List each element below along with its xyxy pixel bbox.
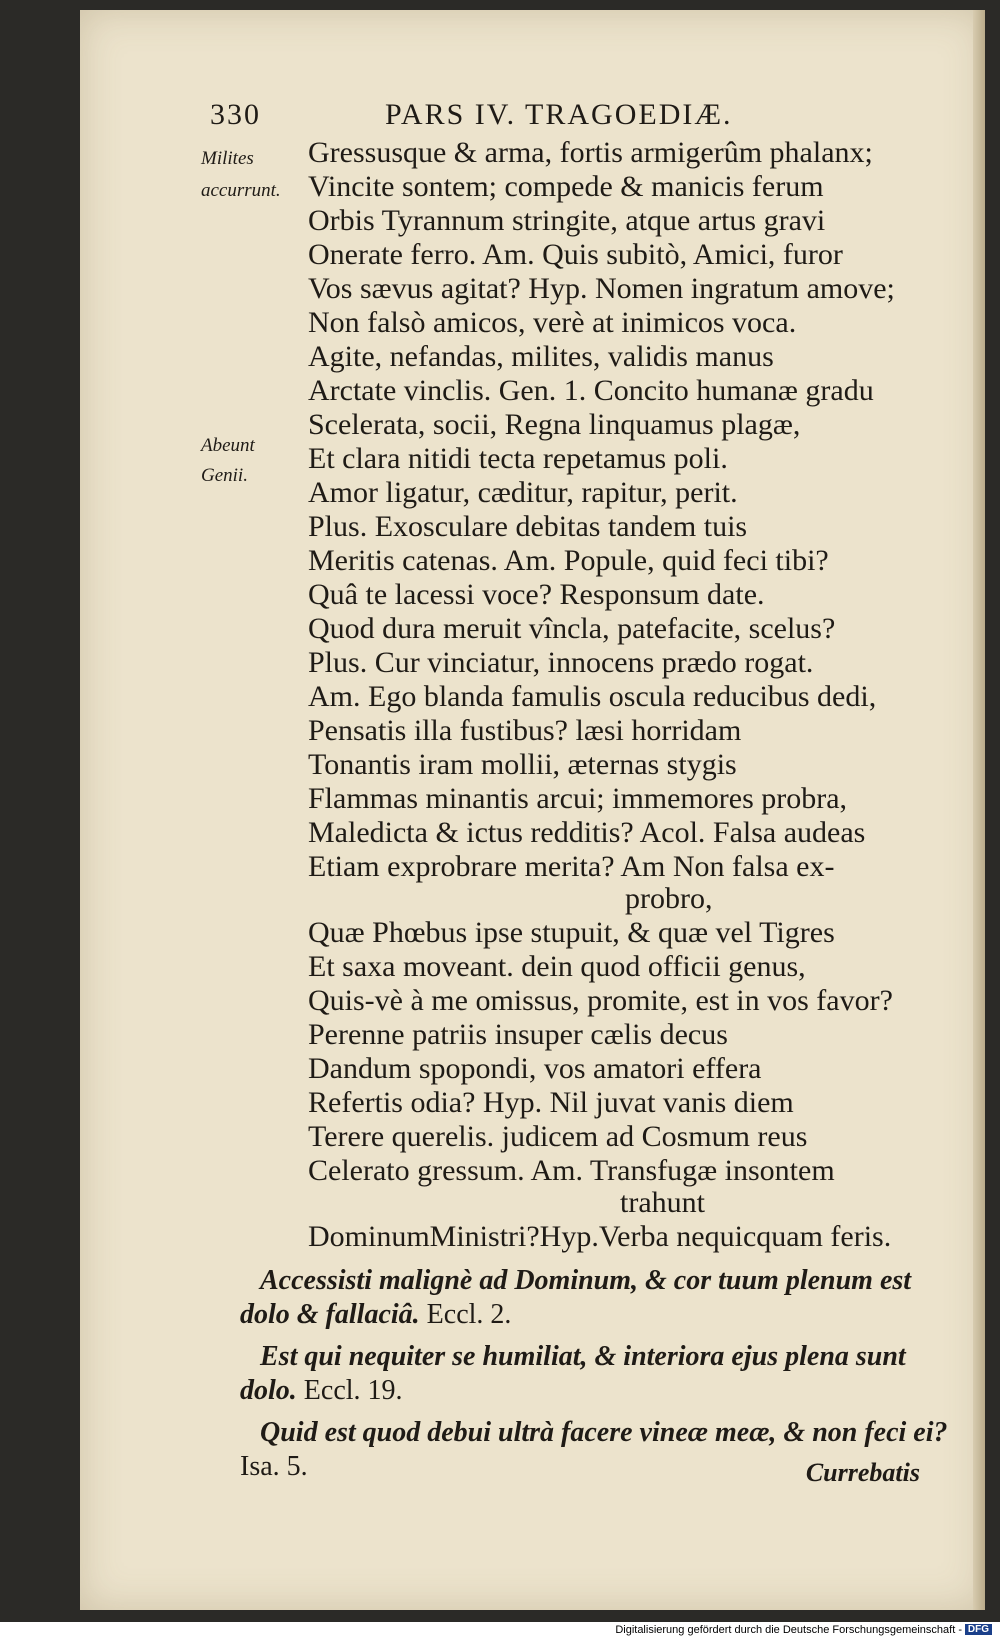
page-spine — [973, 10, 985, 1610]
verse-line: Flammas minantis arcui; immemores probra, — [308, 782, 848, 815]
scripture-note — [260, 1416, 948, 1450]
verse-line: Pensatis illa fustibus? læsi horridam — [308, 714, 742, 747]
dfg-logo: DFG — [965, 1624, 992, 1635]
verse-line: DominumMinistri?Hyp.Verba nequicquam feris. — [308, 1220, 892, 1253]
verse-line: Quæ Phœbus ipse stupuit, & quæ vel Tigres — [308, 916, 835, 949]
verse-line: Terere querelis. judicem ad Cosmum reus — [308, 1120, 808, 1153]
verse-line: Am. Ego blanda famulis oscula reducibus dedi, — [308, 680, 877, 713]
catchword: Currebatis — [805, 1458, 920, 1487]
verse-line: Scelerata, socii, Regna linquamus plagæ, — [308, 408, 801, 441]
verse-line: Tonantis iram mollii, æternas stygis — [308, 748, 737, 781]
scripture-note — [240, 1450, 308, 1484]
footer-text: Digitalisierung gefördert durch die Deutsche Forschungsgemeinschaft - — [615, 1624, 962, 1636]
note-text: dolo. — [240, 1375, 297, 1406]
margin-note: accurrunt. — [201, 180, 281, 201]
verse-line: Perenne patriis insuper cælis decus — [308, 1018, 728, 1051]
margin-note: Milites — [201, 148, 254, 169]
scripture-note — [260, 1264, 911, 1298]
verse-line: Dandum spopondi, vos amatori effera — [308, 1052, 762, 1085]
verse-line: Agite, nefandas, milites, validis manus — [308, 340, 774, 373]
note-text: Quid est quod debui ultrà facere vineæ meæ, & non feci ei? — [260, 1417, 948, 1448]
verse-line: Arctate vinclis. Gen. 1. Concito humanæ gradu — [308, 374, 874, 407]
note-text: dolo & fallaciâ. — [240, 1299, 420, 1330]
verse-line: Quis-vè à me omissus, promite, est in vos favor? — [308, 984, 893, 1017]
verse-line: Orbis Tyrannum stringite, atque artus gravi — [308, 204, 826, 237]
note-reference: Eccl. 19. — [303, 1375, 403, 1406]
verse-line: Meritis catenas. Am. Popule, quid feci tibi? — [308, 544, 829, 577]
scripture-note — [260, 1340, 906, 1374]
margin-note: Genii. — [201, 465, 248, 486]
verse-line: Et saxa moveant. dein quod officii genus, — [308, 950, 806, 983]
page-number: 330 — [210, 98, 261, 131]
verse-line: Vos sævus agitat? Hyp. Nomen ingratum amove; — [308, 272, 895, 305]
note-reference: Eccl. 2. — [426, 1299, 512, 1330]
verse-line: Gressusque & arma, fortis armigerûm phalanx; — [308, 136, 873, 169]
verse-line: Etiam exprobrare merita? Am Non falsa ex- — [308, 850, 835, 883]
verse-line: Onerate ferro. Am. Quis subitò, Amici, furor — [308, 238, 843, 271]
scripture-note — [240, 1374, 403, 1408]
verse-line: Maledicta & ictus redditis? Acol. Falsa audeas — [308, 816, 866, 849]
verse-line: Plus. Cur vinciatur, innocens prædo rogat. — [308, 646, 814, 679]
note-text: Est qui nequiter se humiliat, & interiora ejus plena sunt — [260, 1341, 906, 1372]
verse-line: Quod dura meruit vîncla, patefacite, scelus? — [308, 612, 836, 645]
scripture-note — [240, 1298, 511, 1332]
running-title: PARS IV. TRAGOEDIÆ. — [385, 98, 733, 131]
verse-line-continuation: probro, — [625, 882, 713, 915]
verse-line-continuation: trahunt — [620, 1186, 705, 1219]
verse-line: Plus. Exosculare debitas tandem tuis — [308, 510, 748, 543]
digitization-footer — [0, 1622, 1000, 1640]
verse-line: Quâ te lacessi voce? Responsum date. — [308, 578, 765, 611]
verse-line: Amor ligatur, cæditur, rapitur, perit. — [308, 476, 738, 509]
margin-note: Abeunt — [201, 435, 255, 456]
book-page — [80, 10, 985, 1610]
note-text: Accessisti malignè ad Dominum, & cor tuum plenum est — [260, 1265, 912, 1296]
verse-line: Et clara nitidi tecta repetamus poli. — [308, 442, 728, 475]
verse-line: Celerato gressum. Am. Transfugæ insontem — [308, 1154, 835, 1187]
verse-line: Refertis odia? Hyp. Nil juvat vanis diem — [308, 1086, 794, 1119]
verse-line: Non falsò amicos, verè at inimicos voca. — [308, 306, 797, 339]
note-reference: Isa. 5. — [240, 1451, 308, 1482]
verse-line: Vincite sontem; compede & manicis ferum — [308, 170, 824, 203]
